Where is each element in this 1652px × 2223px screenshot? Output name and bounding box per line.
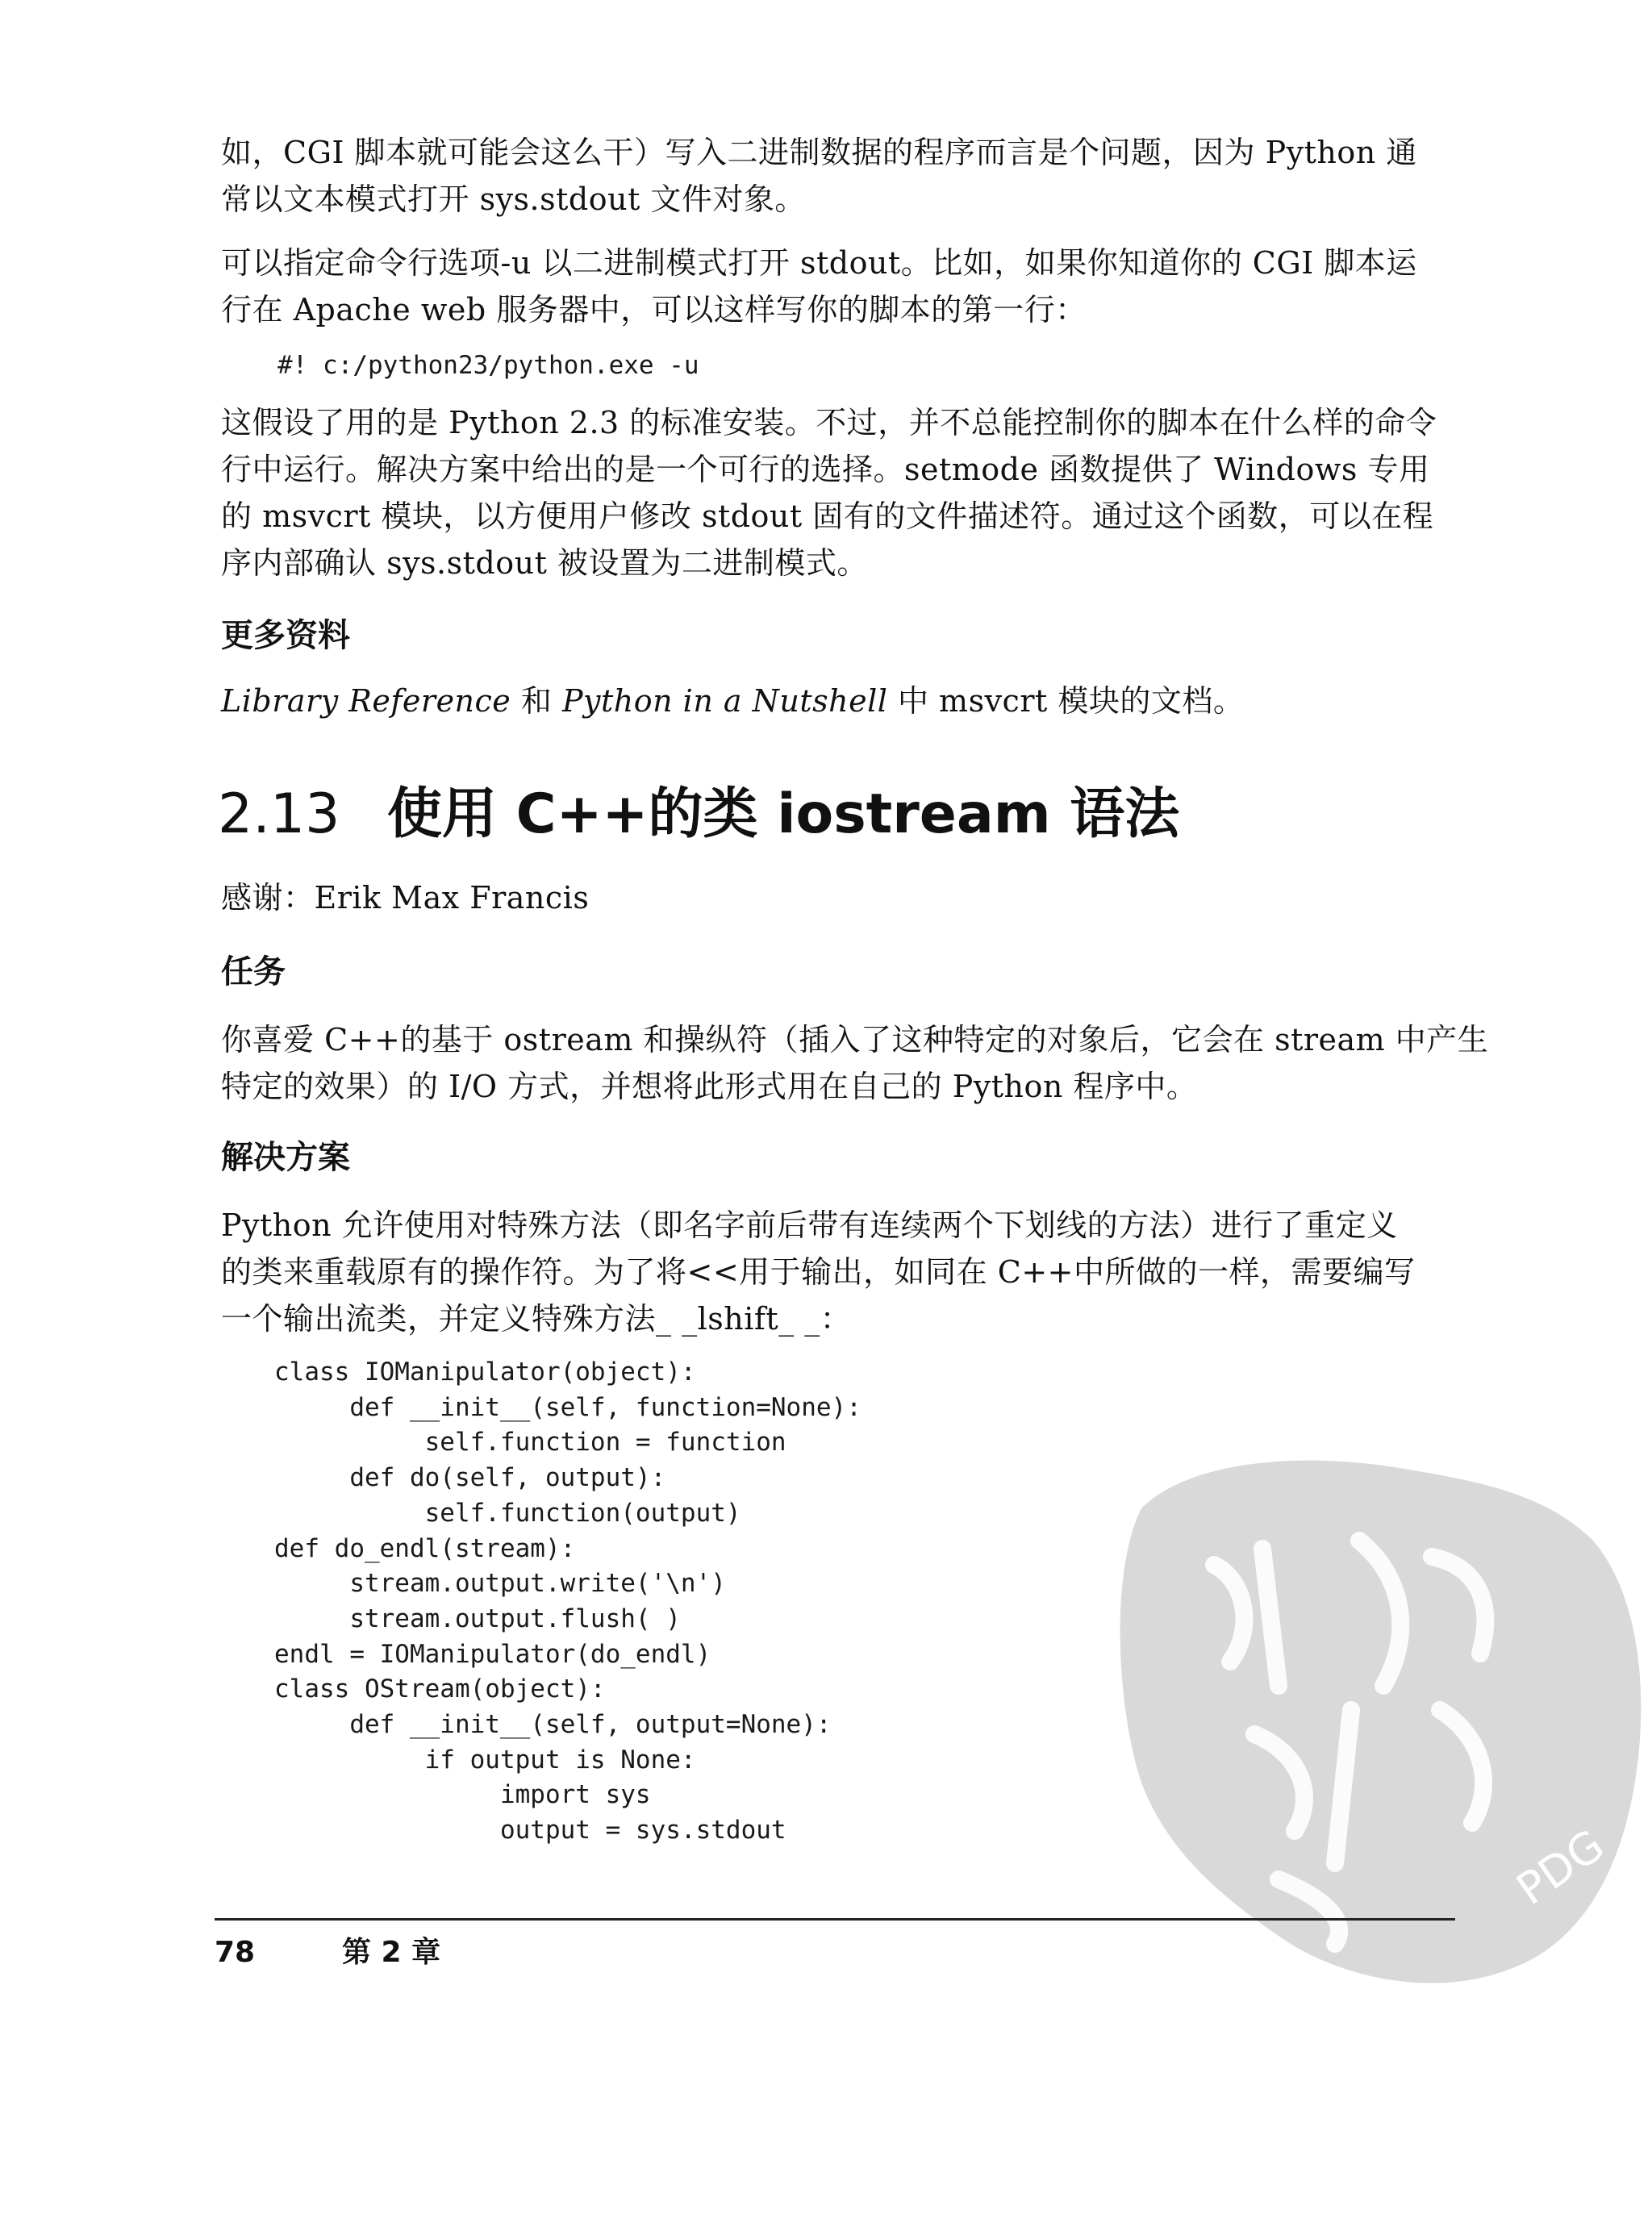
shebang-code: #! c:/python23/python.exe -u (277, 351, 699, 380)
task-heading: 任务 (221, 953, 286, 991)
reference-title: Python in a Nutshell (561, 683, 888, 719)
section-title (218, 778, 1179, 851)
credit-line (221, 874, 1468, 921)
solution-heading: 解决方案 (221, 1139, 350, 1176)
text-line: 序内部确认 sys.stdout 被设置为二进制模式。 (221, 545, 868, 581)
conjunction: 和 (511, 683, 562, 719)
text-line: 感谢：Erik Max Francis (221, 880, 590, 915)
text-line: 行中运行。解决方案中给出的是一个可行的选择。setmode 函数提供了 Windows 专用 (221, 452, 1430, 487)
pdg-watermark (1093, 1444, 1650, 1992)
more-info-heading: 更多资料 (221, 617, 350, 654)
text-line: 特定的效果）的 I/O 方式，并想将此形式用在自己的 Python 程序中。 (221, 1069, 1198, 1104)
section-heading: 使用 C++的类 iostream 语法 (387, 782, 1180, 846)
intro-paragraph-1 (221, 129, 1468, 223)
footer-divider (215, 1918, 1455, 1921)
text-line: 常以文本模式打开 sys.stdout 文件对象。 (221, 181, 806, 217)
task-paragraph (221, 1016, 1489, 1110)
text-line: 的类来重载原有的操作符。为了将<<用于输出，如同在 C++中所做的一样，需要编写 (221, 1254, 1416, 1290)
reference-rest: 中 msvcrt 模块的文档。 (887, 683, 1245, 719)
text-line (221, 678, 1468, 724)
section-number: 2.13 (218, 782, 340, 846)
text-line: 一个输出流类，并定义特殊方法_ _lshift_ _： (221, 1301, 852, 1337)
intro-paragraph-2 (221, 240, 1468, 333)
solution-paragraph (221, 1202, 1468, 1342)
reference-title: Library Reference (221, 683, 511, 719)
text-line: 行在 Apache web 服务器中，可以这样写你的脚本的第一行： (221, 292, 1087, 327)
more-info-paragraph (221, 678, 1468, 724)
text-line: 的 msvcrt 模块，以方便用户修改 stdout 固有的文件描述符。通过这个函数，可以在程 (221, 498, 1434, 534)
watermark-text: PDG (1507, 1819, 1613, 1915)
text-line: 这假设了用的是 Python 2.3 的标准安装。不过，并不总能控制你的脚本在什么样的命令 (221, 405, 1437, 440)
solution-code-block: class IOManipulator(object): def __init__(self, function=None): self.function = function def do(self, output): self.function(output) def do_endl(stream): stream.output.write('\n') stream.output.flush( ) endl = IOManipulator(do_endl) class OStream(object): def __init__(self, output=None): if output is None: import sys output = sys.stdout (274, 1358, 861, 1846)
text-line: 如，CGI 脚本就可能会这么干）写入二进制数据的程序而言是个问题，因为 Python 通 (221, 135, 1417, 170)
text-line: Python 允许使用对特殊方法（即名字前后带有连续两个下划线的方法）进行了重定义 (221, 1207, 1398, 1243)
page-number: 78 (215, 1936, 256, 1969)
text-line: 你喜爱 C++的基于 ostream 和操纵符（插入了这种特定的对象后，它会在 stream 中产生 (221, 1022, 1489, 1057)
chapter-label: 第 2 章 (342, 1936, 441, 1969)
intro-paragraph-3 (221, 399, 1468, 586)
watermark-seal-icon (1093, 1444, 1650, 1992)
text-line: 可以指定命令行选项-u 以二进制模式打开 stdout。比如，如果你知道你的 CGI 脚本运 (221, 245, 1417, 281)
